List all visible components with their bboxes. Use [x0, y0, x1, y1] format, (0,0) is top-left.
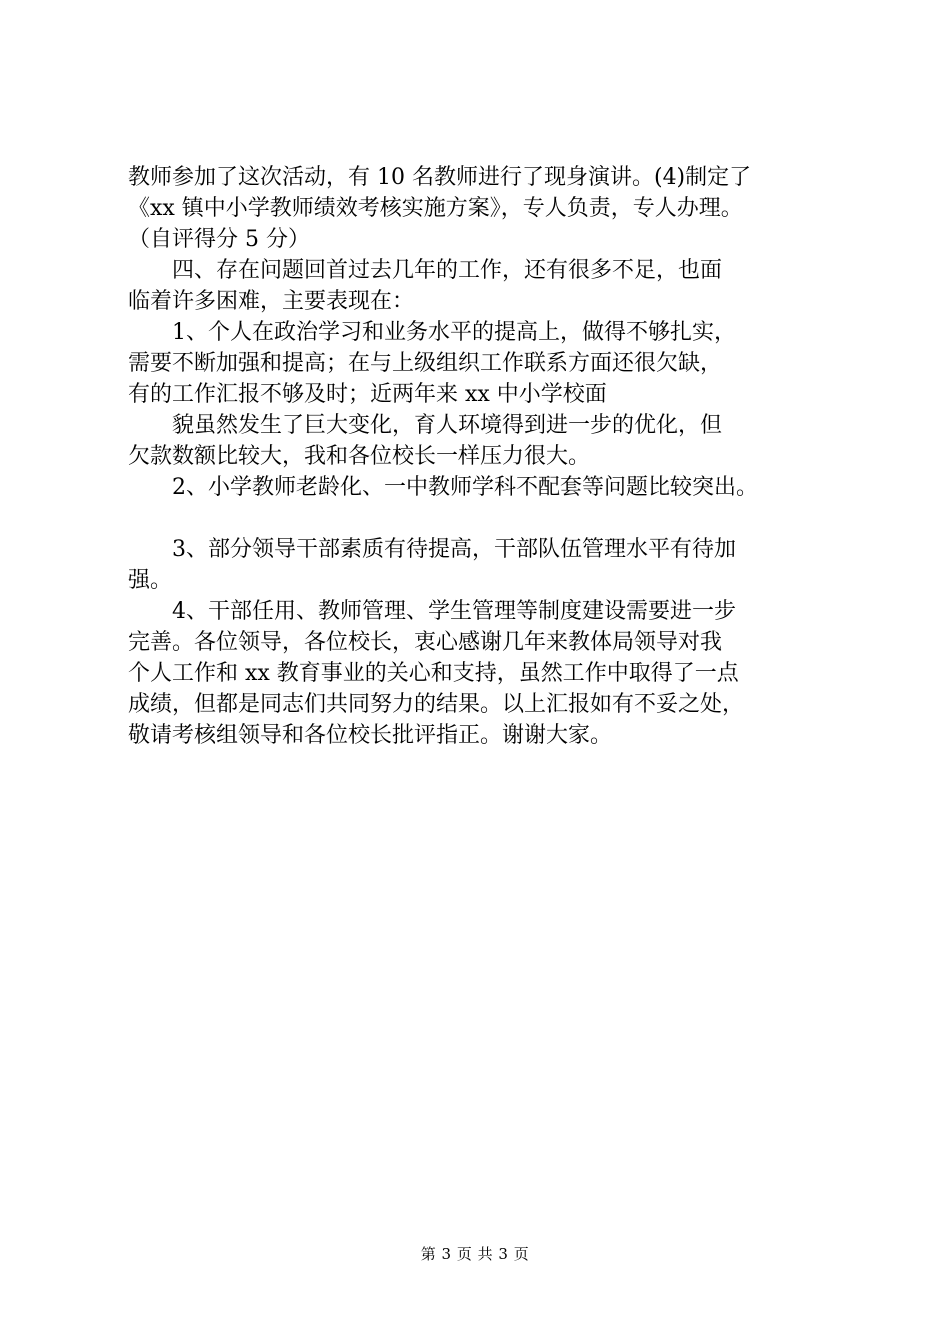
document-body	[128, 162, 848, 751]
list-item-3-line: 3、部分领导干部素质有待提高，干部队伍管理水平有待加	[128, 537, 736, 562]
text-line: 临着许多困难，主要表现在：	[128, 289, 415, 314]
text-line: 强。	[128, 568, 173, 593]
list-item-2-line: 2、小学教师老龄化、一中教师学科不配套等问题比较突出。	[128, 475, 758, 500]
text-line: （自评得分 5 分）	[128, 227, 310, 252]
list-item-1-line: 1、个人在政治学习和业务水平的提高上，做得不够扎实，	[128, 320, 736, 345]
page-number-footer: 第 3 页 共 3 页	[420, 1245, 530, 1263]
text-line: 《xx 镇中小学教师绩效考核实施方案》，专人负责，专人办理。	[128, 196, 743, 221]
section-heading-line: 四、存在问题回首过去几年的工作，还有很多不足，也面	[128, 258, 723, 283]
text-line: 貌虽然发生了巨大变化，育人环境得到进一步的优化，但	[128, 413, 723, 438]
text-line: 需要不断加强和提高；在与上级组织工作联系方面还很欠缺，	[128, 351, 723, 376]
text-line: 有的工作汇报不够及时；近两年来 xx 中小学校面	[128, 382, 607, 407]
text-line: 欠款数额比较大，我和各位校长一样压力很大。	[128, 444, 591, 469]
text-line: 完善。各位领导，各位校长，衷心感谢几年来教体局领导对我	[128, 630, 723, 655]
list-item-4-line: 4、干部任用、教师管理、学生管理等制度建设需要进一步	[128, 599, 736, 624]
text-line: 成绩，但都是同志们共同努力的结果。以上汇报如有不妥之处，	[128, 692, 745, 717]
text-line: 个人工作和 xx 教育事业的关心和支持，虽然工作中取得了一点	[128, 661, 739, 686]
text-line: 教师参加了这次活动，有 10 名教师进行了现身演讲。(4)制定了	[128, 165, 752, 190]
text-line: 敬请考核组领导和各位校长批评指正。谢谢大家。	[128, 723, 613, 748]
blank-line	[128, 503, 848, 534]
